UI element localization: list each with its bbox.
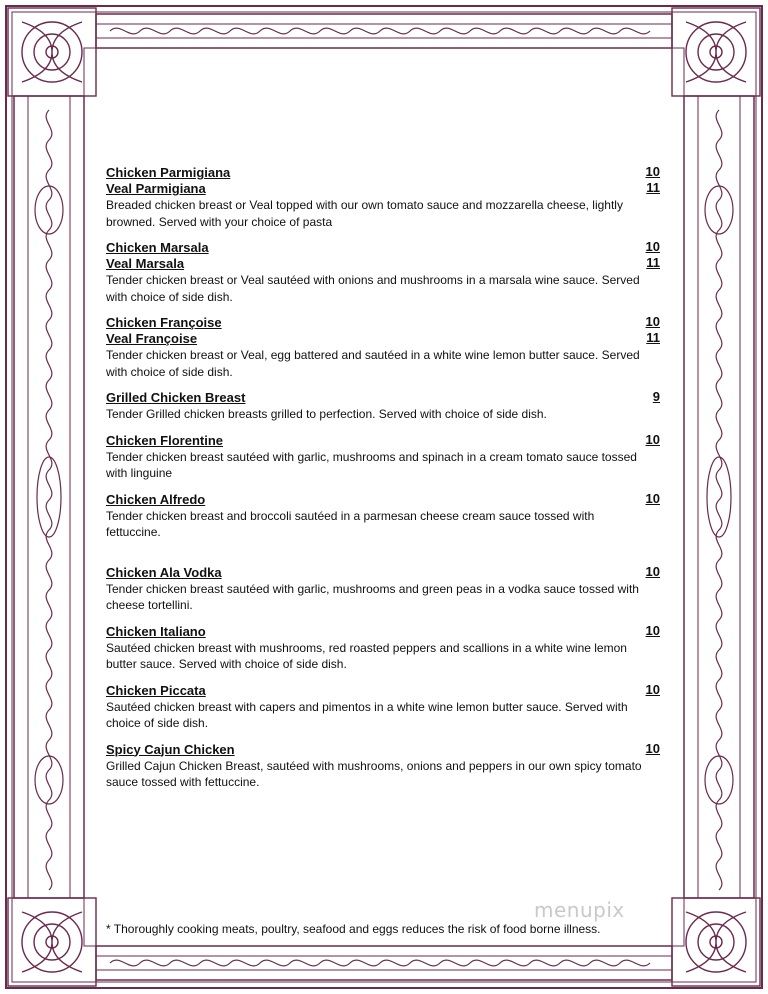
menu-item-name: Veal Parmigiana [106,181,206,196]
menu-item-line [106,164,662,180]
menu-item-description: Tender chicken breast and broccoli sautéed in a parmesan cheese cream sauce tossed with fettuccine. [106,508,595,539]
menu-item-line [106,491,662,507]
menu-item-name: Chicken Florentine [106,432,224,448]
menu-item [106,491,662,541]
menu-item [106,564,662,614]
menu-item-price: 10 [645,740,660,756]
menu-item-price: 10 [645,164,660,179]
menu-item-name: Chicken Ala Vodka [106,564,222,580]
menu-item-line [106,239,662,255]
menu-item [106,432,662,482]
menu-item-name: Spicy Cajun Chicken [106,741,235,757]
menu-item-description: Tender chicken breast sautéed with garlic, mushrooms and green peas in a vodka sauce tossed with cheese tortellini. [106,581,639,612]
menu-item-line [106,255,662,271]
menu-item-line [106,314,662,330]
menu-item-name: Chicken Parmigiana [106,165,231,180]
menu-item-name: Chicken Piccata [106,682,206,698]
menu-item-name: Veal Françoise [106,331,198,346]
menu-item-description: Tender Grilled chicken breasts grilled to perfection. Served with choice of side dish. [106,407,547,421]
food-safety-footnote: * Thoroughly cooking meats, poultry, seafood and eggs reduces the risk of food borne illness. [106,922,601,936]
menu-item-line [106,330,662,346]
menu-item-line [106,432,662,448]
menu-item-description: Sautéed chicken breast with mushrooms, red roasted peppers and scallions in a white wine lemon butter sauce. Served with choice of side dish. [106,640,627,671]
menu-item-description: Breaded chicken breast or Veal topped with our own tomato sauce and mozzarella cheese, lightly browned. Served with your choice of pasta [106,198,623,229]
watermark: menupix [534,898,625,922]
menu-item [106,741,662,791]
menu-item-line [106,682,662,698]
menu-item-price: 11 [646,255,660,270]
menu-item-line [106,623,662,639]
menu-item-price: 10 [645,622,660,638]
menu-item-description: Tender chicken breast or Veal sautéed with onions and mushrooms in a marsala wine sauce. Served with choice of side dish. [106,273,640,304]
menu-item-name: Chicken Françoise [106,315,222,330]
menu-item-name: Grilled Chicken Breast [106,390,246,405]
menu-item-price: 10 [645,490,660,506]
menu-item [106,239,662,305]
menu-list [106,164,662,800]
menu-item-price: 11 [646,330,660,345]
spacer [106,550,662,564]
menu-item-price: 11 [646,180,660,195]
menu-item-price: 10 [645,681,660,697]
menu-item-name: Veal Marsala [106,256,185,271]
menu-item-description: Tender chicken breast or Veal, egg battered and sautéed in a white wine lemon butter sauce. Served with choice of side dish. [106,348,640,379]
menu-item [106,682,662,732]
menu-item [106,164,662,230]
menu-item-line [106,389,662,405]
menu-item-price: 9 [652,389,660,404]
menu-item [106,389,662,423]
menu-item [106,314,662,380]
menu-item-price: 10 [645,563,660,579]
menu-item-line [106,741,662,757]
menu-item-name: Chicken Marsala [106,240,209,255]
menu-item-name: Chicken Italiano [106,623,206,639]
menu-item-line [106,180,662,196]
menu-item-description: Grilled Cajun Chicken Breast, sautéed with mushrooms, onions and peppers in our own spicy tomato sauce tossed with fettuccine. [106,758,642,789]
menu-item-price: 10 [645,239,660,254]
menu-item-description: Tender chicken breast sautéed with garlic, mushrooms and spinach in a cream tomato sauce tossed with linguine [106,449,637,480]
menu-item-line [106,564,662,580]
menu-item-description: Sautéed chicken breast with capers and pimentos in a white wine lemon butter sauce. Served with choice of side dish. [106,699,628,730]
menu-item-price: 10 [645,314,660,329]
menu-item-price: 10 [645,431,660,447]
menu-item-name: Chicken Alfredo [106,491,206,507]
menu-item [106,623,662,673]
